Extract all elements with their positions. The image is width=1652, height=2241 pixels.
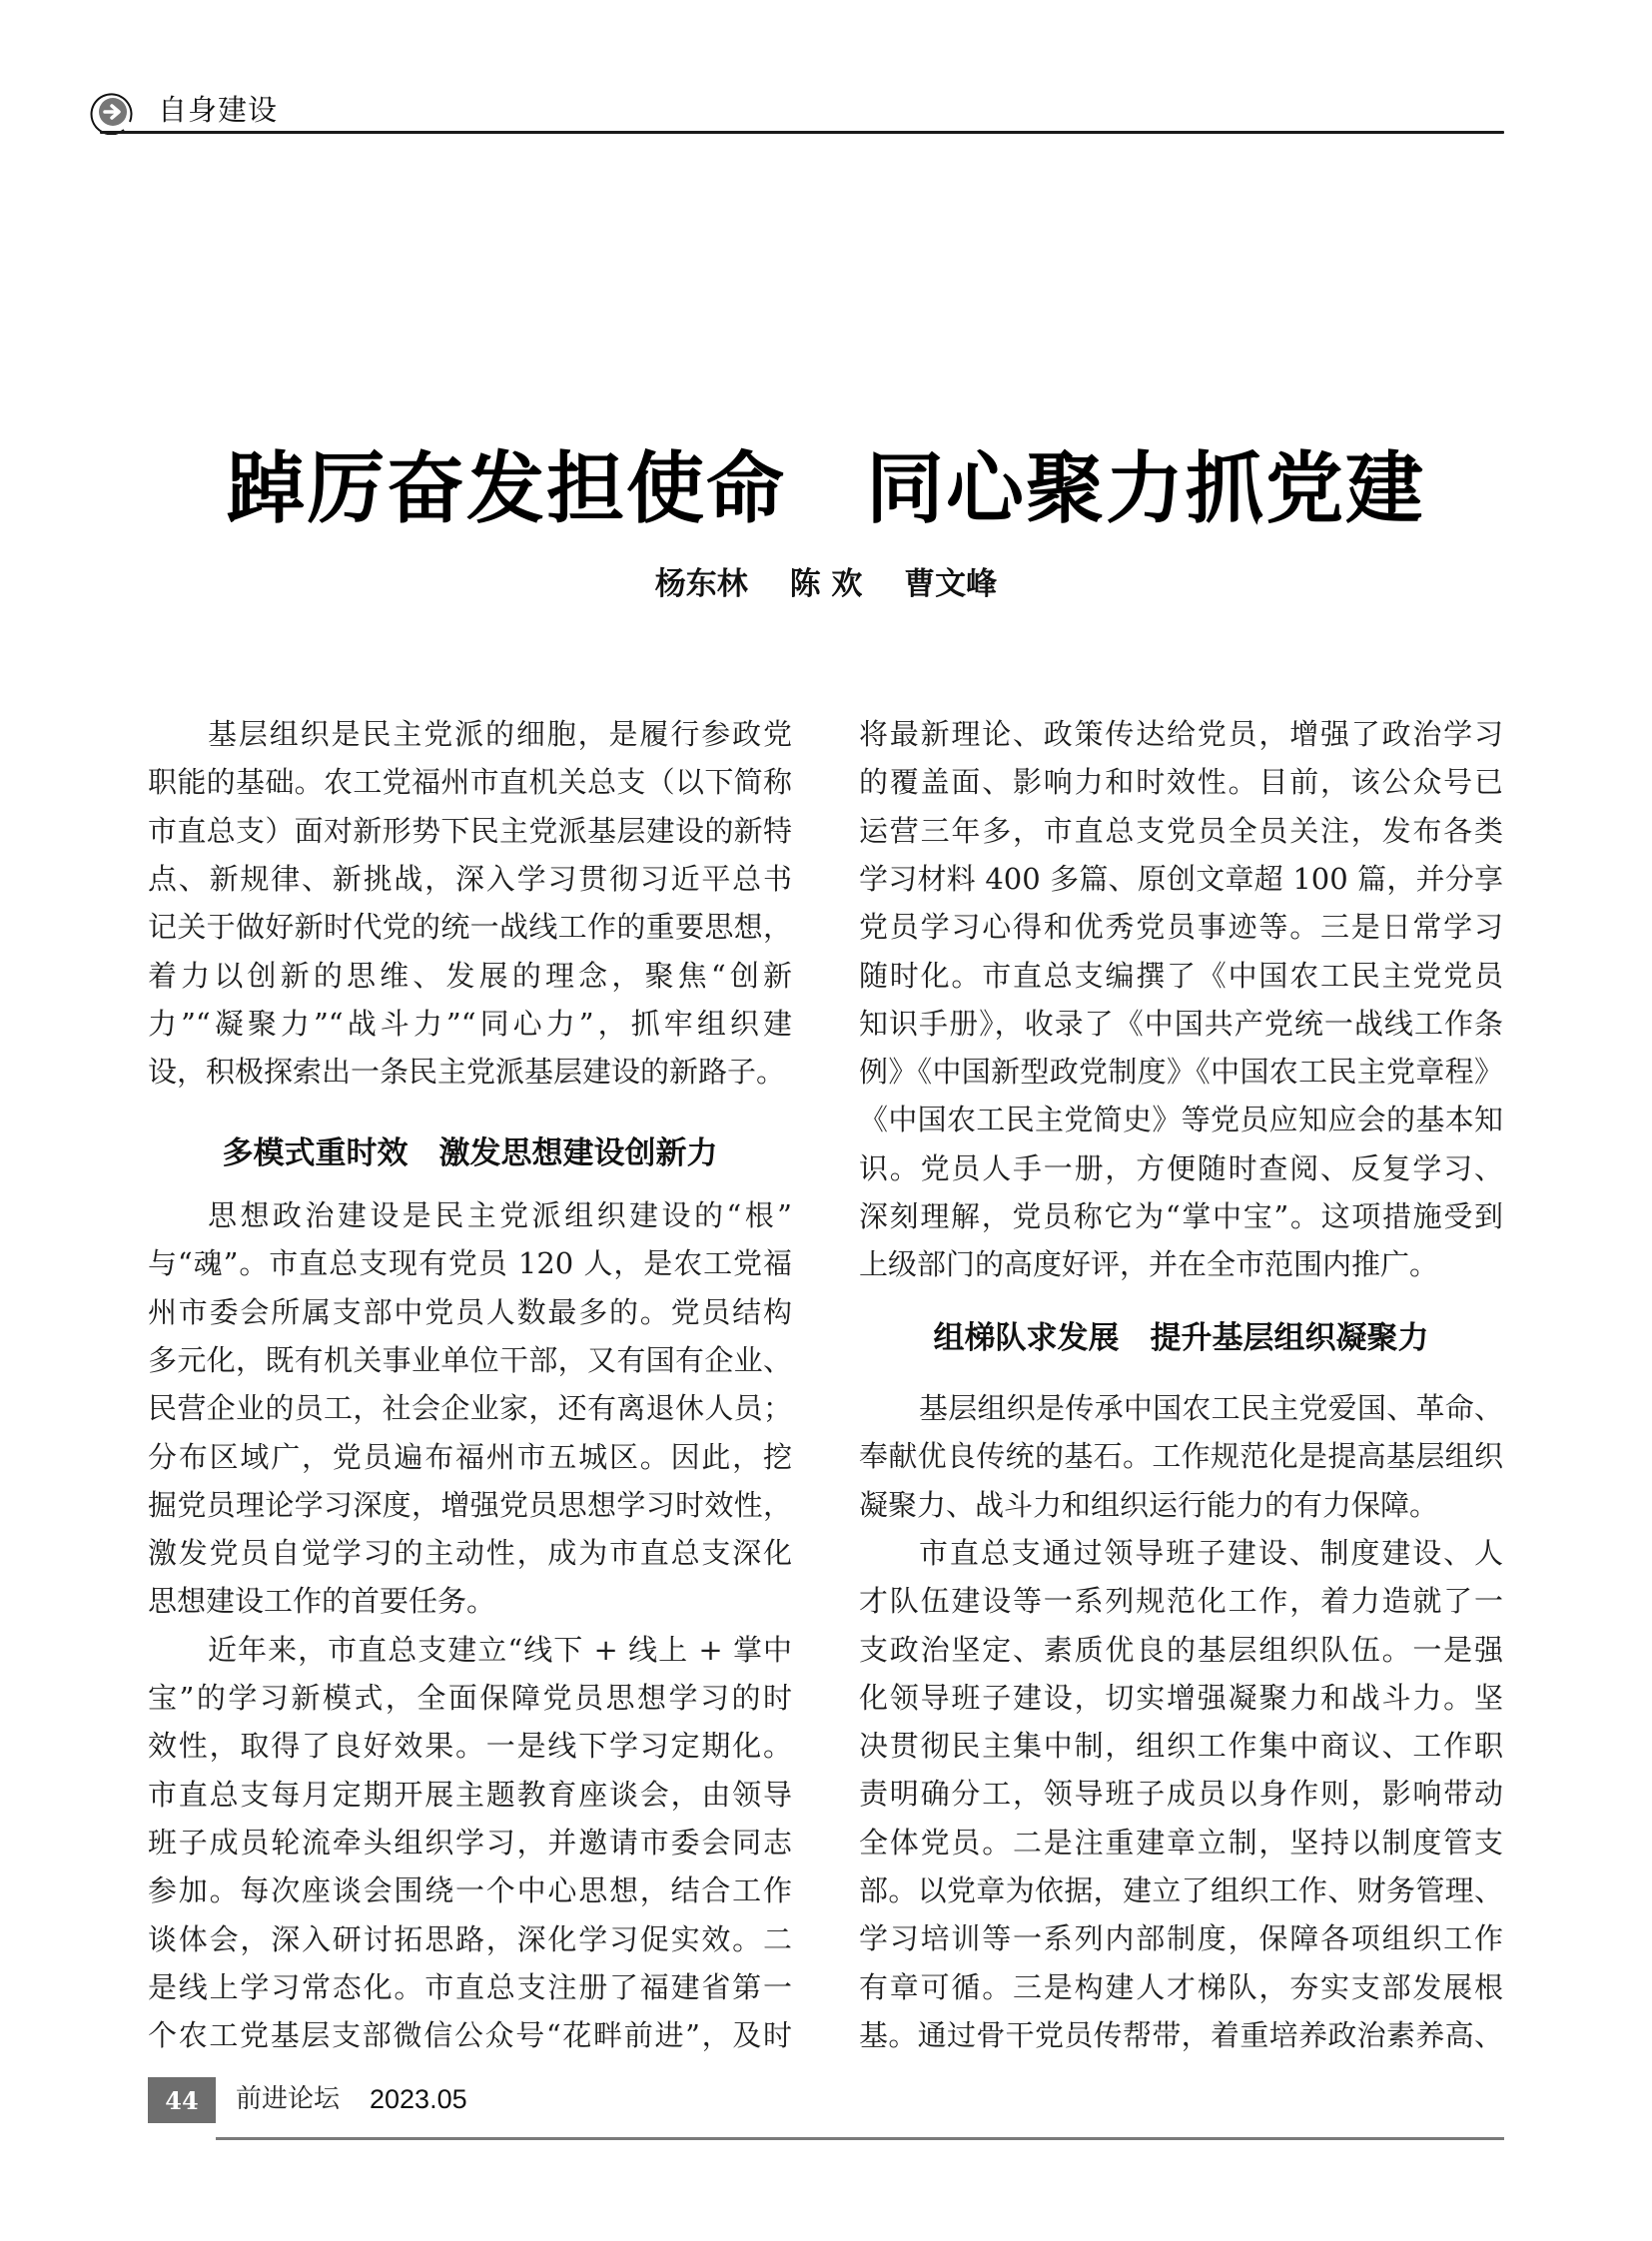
text-line: 掘党员理论学习深度，增强党员思想学习时效性，	[148, 1487, 792, 1522]
text-line: 多元化，既有机关事业单位干部，又有国有企业、	[148, 1342, 792, 1377]
text-line: 党员学习心得和优秀党员事迹等。三是日常学习	[859, 910, 1503, 945]
text-line: 全体党员。二是注重建章立制，坚持以制度管支	[859, 1825, 1503, 1860]
text-line: 是线上学习常态化。市直总支注册了福建省第一	[148, 1969, 792, 2004]
text-line: 支政治坚定、素质优良的基层组织队伍。一是强	[859, 1632, 1503, 1667]
text-line: 基层组织是民主党派的细胞，是履行参政党	[208, 717, 792, 751]
footer-rule	[216, 2137, 1504, 2140]
article-title: 踔厉奋发担使命 同心聚力抓党建	[226, 444, 1425, 534]
text-line: 思想政治建设是民主党派组织建设的“根”	[208, 1198, 792, 1232]
text-line: 记关于做好新时代党的统一战线工作的重要思想，	[148, 910, 792, 945]
text-line: 州市委会所属支部中党员人数最多的。党员结构	[148, 1294, 792, 1329]
header-rule	[100, 131, 1504, 134]
text-line: 民营企业的员工，社会企业家，还有离退休人员；	[148, 1391, 792, 1426]
text-line: 部。以党章为依据，建立了组织工作、财务管理、	[859, 1873, 1503, 1907]
text-line: 市直总支每月定期开展主题教育座谈会，由领导	[148, 1777, 792, 1812]
issue-date: 2023.05	[370, 2084, 467, 2114]
text-line: 学习材料 400 多篇、原创文章超 100 篇，并分享	[859, 861, 1503, 896]
text-line: 识。党员人手一册，方便随时查阅、反复学习、	[859, 1150, 1503, 1185]
text-line: 学习培训等一系列内部制度，保障各项组织工作	[859, 1921, 1503, 1956]
section-subheading: 多模式重时效 激发思想建设创新力	[222, 1135, 718, 1171]
text-line: 有章可循。三是构建人才梯队，夯实支部发展根	[859, 1969, 1503, 2004]
section-subheading: 组梯队求发展 提升基层组织凝聚力	[933, 1320, 1429, 1356]
text-line: 与“魂”。市直总支现有党员 120 人，是农工党福	[148, 1246, 792, 1281]
text-line: 设，积极探索出一条民主党派基层建设的新路子。	[148, 1055, 786, 1090]
text-line: 分布区域广，党员遍布福州市五城区。因此，挖	[148, 1439, 792, 1474]
text-line: 效性，取得了良好效果。一是线下学习定期化。	[148, 1729, 792, 1764]
text-line: 谈体会，深入研讨拓思路，深化学习促实效。二	[148, 1921, 792, 1956]
text-line: 例》《中国新型政党制度》《中国农工民主党章程》	[859, 1055, 1503, 1090]
text-line: 运营三年多，市直总支党员全员关注，发布各类	[859, 813, 1503, 848]
text-line: 凝聚力、战斗力和组织运行能力的有力保障。	[859, 1487, 1439, 1522]
text-line: 激发党员自觉学习的主动性，成为市直总支深化	[148, 1536, 792, 1571]
text-line: 市直总支通过领导班子建设、制度建设、人	[919, 1535, 1503, 1570]
text-line: 知识手册》，收录了《中国共产党统一战线工作条	[859, 1006, 1503, 1041]
text-line: 力”“凝聚力”“战斗力”“同心力”，抓牢组织建	[148, 1006, 792, 1041]
section-label: 自身建设	[158, 93, 279, 127]
magazine-name: 前进论坛	[236, 2084, 341, 2114]
text-line: 责明确分工，领导班子成员以身作则，影响带动	[859, 1777, 1503, 1812]
text-line: 市直总支）面对新形势下民主党派基层建设的新特	[148, 813, 792, 848]
text-line: 的覆盖面、影响力和时效性。目前，该公众号已	[859, 765, 1503, 800]
text-line: 《中国农工民主党简史》等党员应知应会的基本知	[859, 1103, 1503, 1137]
page-number: 44	[165, 2086, 199, 2115]
text-line: 随时化。市直总支编撰了《中国农工民主党党员	[859, 958, 1503, 993]
text-line: 决贯彻民主集中制，组织工作集中商议、工作职	[859, 1729, 1503, 1764]
text-line: 思想建设工作的首要任务。	[148, 1584, 496, 1619]
text-line: 将最新理论、政策传达给党员，增强了政治学习	[859, 717, 1503, 751]
text-line: 深刻理解，党员称它为“掌中宝”。这项措施受到	[859, 1199, 1503, 1233]
text-line: 班子成员轮流牵头组织学习，并邀请市委会同志	[148, 1825, 792, 1860]
text-line: 上级部门的高度好评，并在全市范围内推广。	[859, 1247, 1439, 1282]
text-line: 个农工党基层支部微信公众号“花畔前进”，及时	[148, 2018, 792, 2053]
text-line: 职能的基础。农工党福州市直机关总支（以下简称	[148, 765, 792, 800]
text-line: 宝”的学习新模式，全面保障党员思想学习的时	[148, 1681, 792, 1715]
text-line: 近年来，市直总支建立“线下 + 线上 + 掌中	[208, 1632, 792, 1667]
text-line: 参加。每次座谈会围绕一个中心思想，结合工作	[148, 1873, 792, 1908]
text-line: 基层组织是传承中国农工民主党爱国、革命、	[919, 1391, 1503, 1425]
text-line: 点、新规律、新挑战，深入学习贯彻习近平总书	[148, 861, 792, 896]
text-line: 奉献优良传统的基石。工作规范化是提高基层组织	[859, 1439, 1503, 1474]
text-line: 化领导班子建设，切实增强凝聚力和战斗力。坚	[859, 1680, 1503, 1715]
text-line: 基。通过骨干党员传帮带，着重培养政治素养高、	[859, 2017, 1503, 2052]
arrow-right-circle-icon	[90, 89, 136, 135]
text-line: 着力以创新的思维、发展的理念，聚焦“创新	[148, 958, 792, 993]
text-line: 才队伍建设等一系列规范化工作，着力造就了一	[859, 1584, 1503, 1619]
article-authors: 杨东林 陈 欢 曹文峰	[654, 566, 998, 602]
